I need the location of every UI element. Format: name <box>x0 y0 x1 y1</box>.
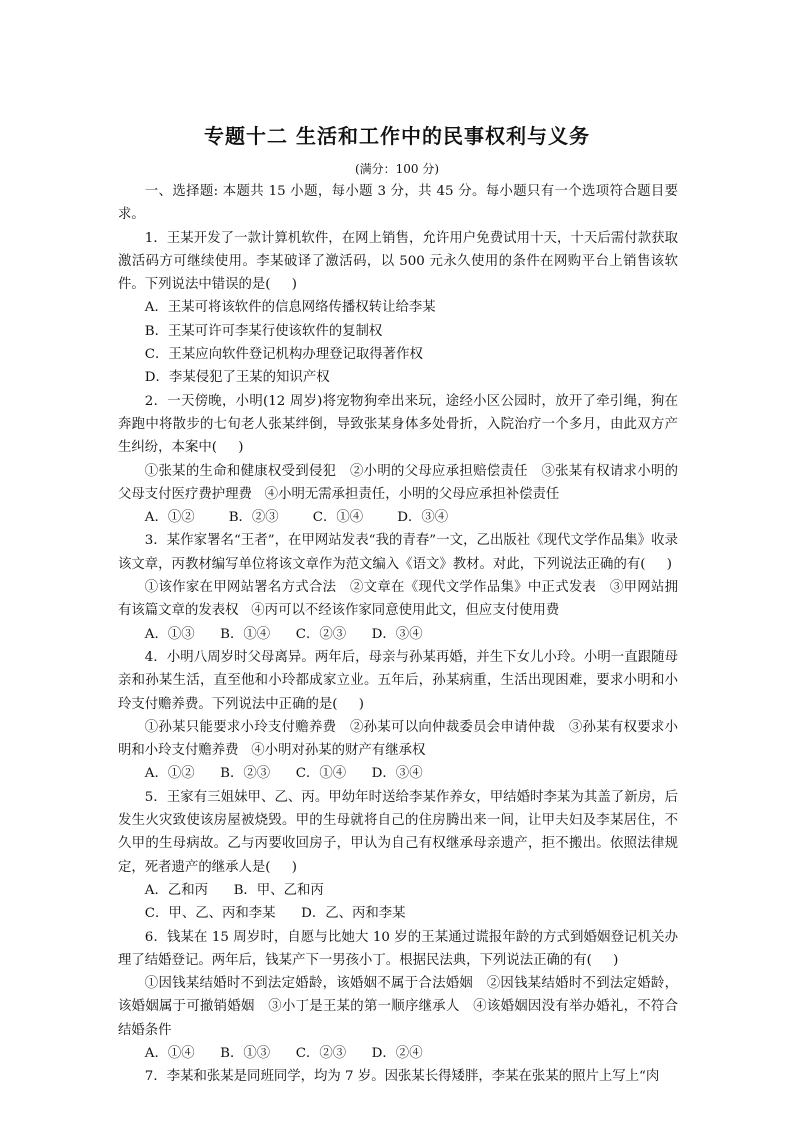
question-7-stem: 7．李某和张某是同班同学，均为 7 岁。因张某长得矮胖，李某在张某的照片上写上“肉 <box>144 1069 660 1085</box>
question-3-items: ①该作家在甲网站署名方式合法 ②文章在《现代文学作品集》中正式发表 ③甲网站拥有该篇文章的发表权 ④丙可以不经该作家同意使用此文，但应支付使用费 <box>118 580 678 619</box>
question-1-option-b: B．王某可许可李某行使该软件的复制权 <box>144 323 383 339</box>
question-3-choices: A．①③ B．①④ C．②③ D．③④ <box>144 626 423 642</box>
question-1-option-c: C．王某应向软件登记机构办理登记取得著作权 <box>144 347 423 363</box>
question-4-items: ①孙某只能要求小玲支付赡养费 ②孙某可以向仲裁委员会申请仲裁 ③孙某有权要求小明和小玲支付赡养费 ④小明对孙某的财产有继承权 <box>118 719 678 759</box>
question-1-option-a: A．王某可将该软件的信息网络传播权转让给李某 <box>144 300 436 316</box>
question-2-stem: 2．一天傍晚，小明(12 周岁)将宠物狗牵出来玩，途经小区公园时，放开了牵引绳，狗在奔跑中将散步的七旬老人张某绊倒，导致张某身体多处骨折，入院治疗一个多月，由此双方产生纠纷，本案中( ) <box>118 393 678 456</box>
question-2-items: ①张某的生命和健康权受到侵犯 ②小明的父母应承担赔偿责任 ③张某有权请求小明的父母支付医疗费护理费 ④小明无需承担责任，小明的父母应承担补偿责任 <box>118 463 678 502</box>
question-content <box>118 180 678 1089</box>
page-title: 专题十二 生活和工作中的民事权利与义务 <box>204 124 590 148</box>
question-2-choices: A．①② B．②③ C．①④ D．③④ <box>144 510 449 526</box>
score-note: (满分：100 分) <box>354 162 440 176</box>
question-4-stem: 4．小明八周岁时父母离异。两年后，母亲与孙某再婚，并生下女儿小玲。小明一直跟随母亲和孙某生活，直至他和小玲都成家立业。五年后，孙某病重，生活出现困难，要求小明和小玲支付赡养费。下列说法中正确的是( ) <box>118 649 678 712</box>
question-6-stem: 6．钱某在 15 周岁时，自愿与比她大 10 岁的王某通过谎报年龄的方式到婚姻登记机关办理了结婚登记。两年后，钱某产下一男孩小丁。根据民法典，下列说法正确的有( ) <box>118 929 678 968</box>
question-3-stem: 3．某作家署名“王者”，在甲网站发表“我的青春”一文，乙出版社《现代文学作品集》收录该文章，丙教材编写单位将该文章作为范文编入《语文》教材。对此，下列说法正确的有( ) <box>118 533 678 572</box>
question-1-option-d: D．李某侵犯了王某的知识产权 <box>144 370 330 386</box>
question-5-stem: 5．王家有三姐妹甲、乙、丙。甲幼年时送给李某作养女，甲结婚时李某为其盖了新房，后发生火灾致使该房屋被烧毁。甲的生母就将自己的住房腾出来一间，让甲夫妇及李某居住，不久甲的生母病故。乙与丙要收回房子，甲认为自己有权继承母亲遗产，拒不搬出。依照法律规定，死者遗产的继承人是( ) <box>118 789 678 875</box>
question-6-choices: A．①④ B．①③ C．②③ D．②④ <box>144 1045 423 1061</box>
question-1-stem: 1．王某开发了一款计算机软件，在网上销售，允许用户免费试用十天，十天后需付款获取激活码方可继续使用。李某破译了激活码，以 500 元永久使用的条件在网购平台上销售该软件。下列说法中错误的是( ) <box>118 230 678 293</box>
question-5-choices-row-1: A．乙和丙 B．甲、乙和丙 <box>144 882 324 898</box>
question-5-choices-row-2: C．甲、乙、丙和李某 D．乙、丙和李某 <box>144 906 406 922</box>
question-4-choices: A．①② B．②③ C．①④ D．③④ <box>144 766 423 782</box>
question-6-items: ①因钱某结婚时不到法定婚龄，该婚姻不属于合法婚姻 ②因钱某结婚时不到法定婚龄，该婚姻属于可撤销婚姻 ③小丁是王某的第一顺序继承人 ④该婚姻因没有举办婚礼，不符合结婚条件 <box>118 976 678 1038</box>
section-heading: 一、选择题: 本题共 15 小题，每小题 3 分，共 45 分。每小题只有一个选项符合题目要求。 <box>118 184 678 223</box>
